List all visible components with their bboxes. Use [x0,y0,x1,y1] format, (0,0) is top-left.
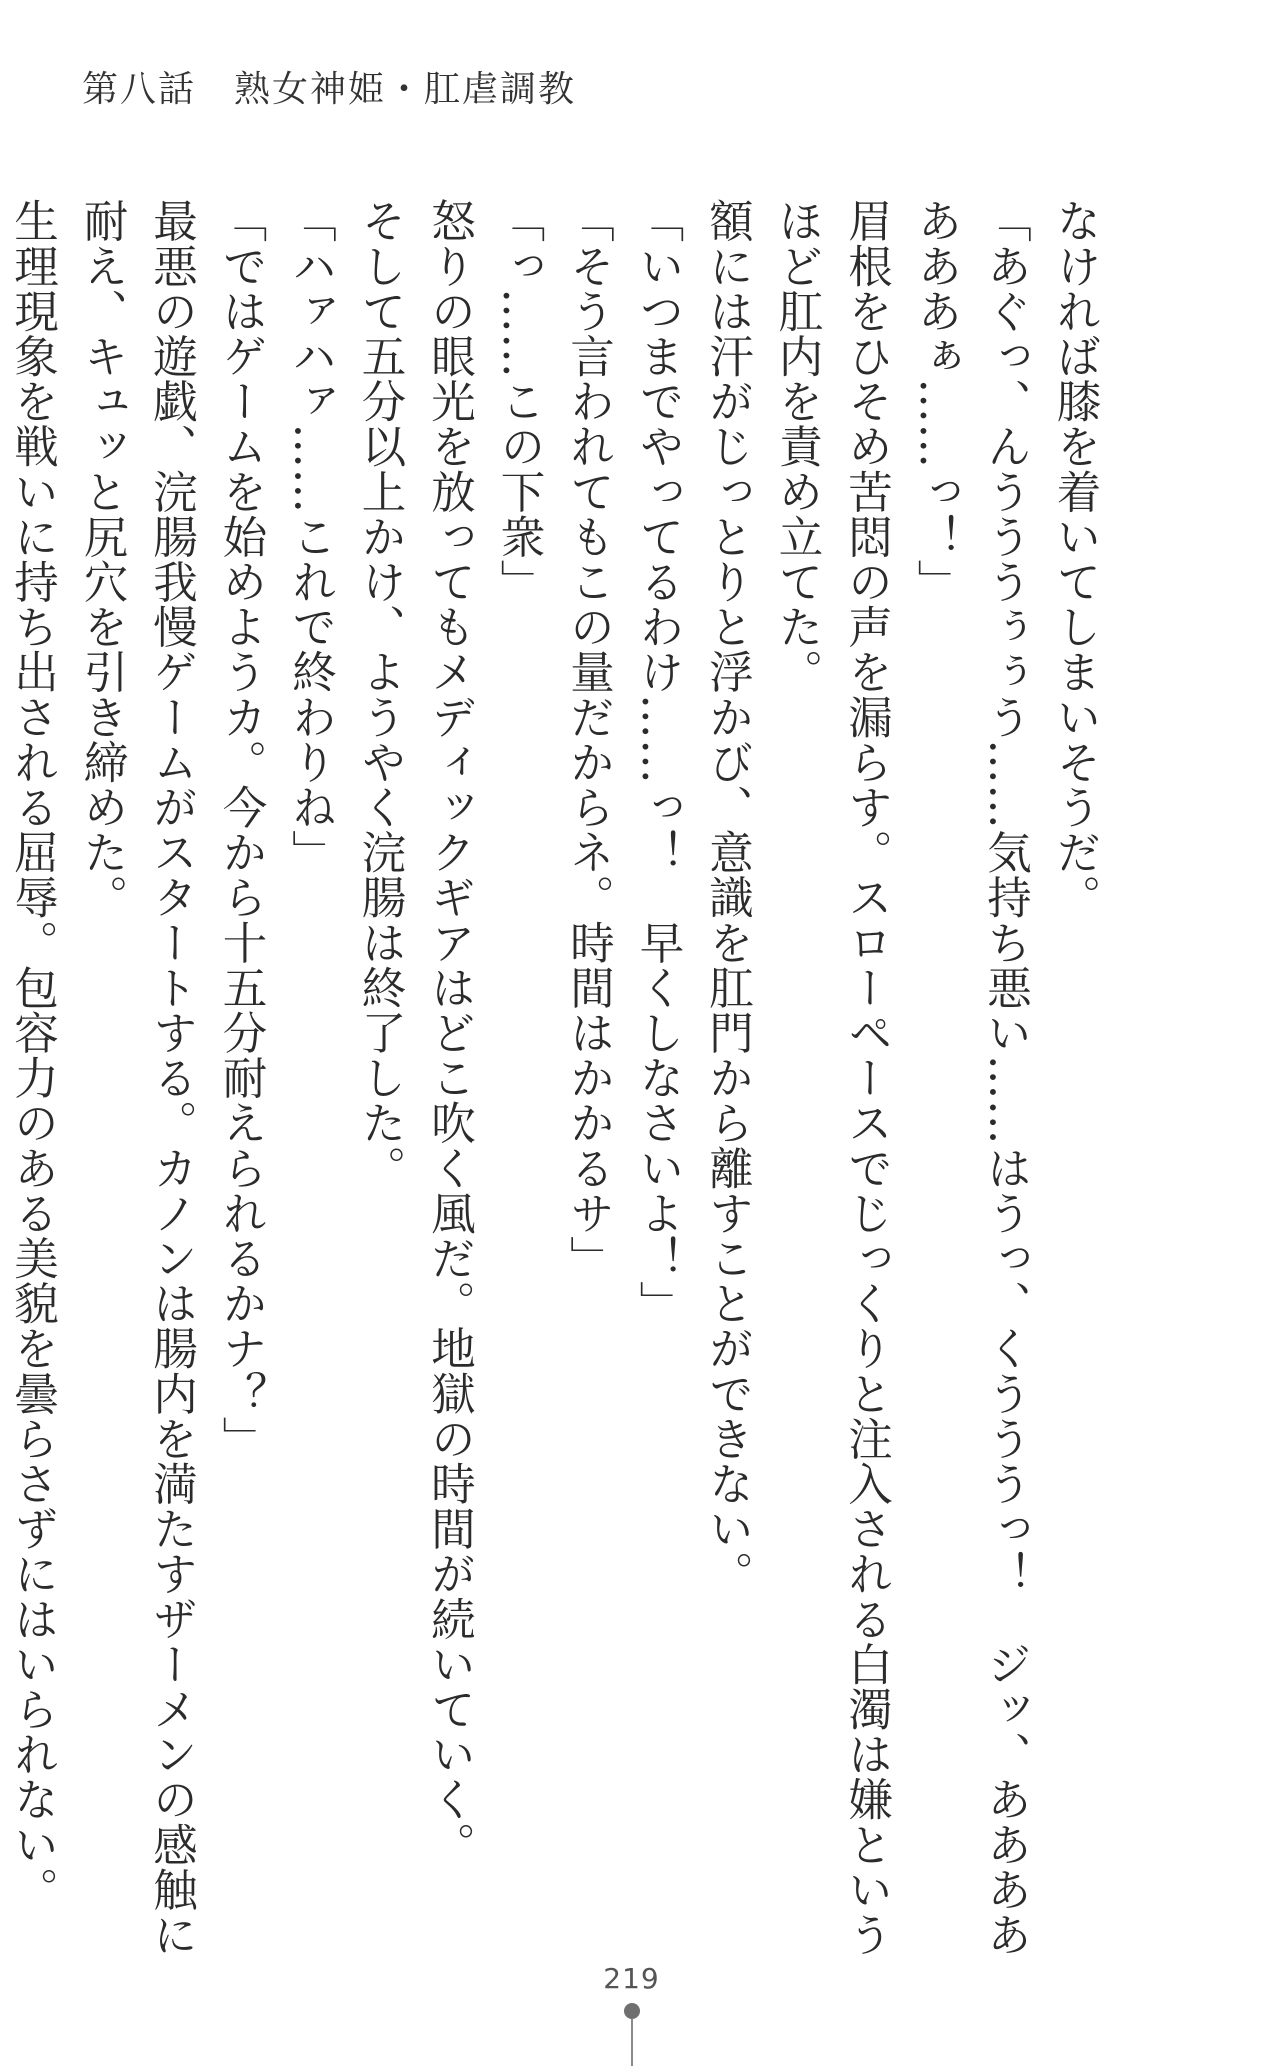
text-line: ほど肛内を責め立てた。 [771,198,822,695]
text-line: 怒りの眼光を放ってもメディックギアはどこ吹く風だ。地獄の時間が続いていく。 [423,198,475,1867]
body-text [6,198,1109,1957]
text-line: 最悪の遊戯、浣腸我慢ゲームがスタートする。カノンは腸内を満たすザーメンの感触に [145,198,197,1957]
text-line: なければ膝を着いてしまいそうだ。 [1049,198,1100,920]
text-line: 「っ……この下衆」 [493,198,544,604]
folio-dot [624,2003,640,2019]
text-line: 耐え、キュッと尻穴を引き締めた。 [76,198,127,920]
folio-rule [631,2019,633,2066]
text-line: 「そう言われてもこの量だからネ。時間はかかるサ」 [562,198,614,1281]
text-line: 「ハァハァ……これで終わりね」 [284,198,336,875]
text-line: 生理現象を戦いに持ち出される屈辱。包容力のある美貌を曇らさずにはいられない。 [6,198,58,1912]
text-line: 「ではゲームを始めようカ。今から十五分耐えられるかナ？」 [215,198,266,1461]
page-number: 219 [603,1962,660,1995]
running-head: 第八話 熟女神姫・肛虐調教 [82,69,577,110]
text-line: あああぁ……っ！」 [910,198,961,604]
text-line: 眉根をひそめ苦悶の声を漏らす。スローペースでじっくりと注入される白濁は嫌という [840,198,892,1957]
text-line: 「いつまでやってるわけ……っ！ 早くしなさいよ！」 [632,198,683,1326]
text-line: そして五分以上かけ、ようやく浣腸は終了した。 [354,198,405,1191]
text-line: 「あぐっ、んうううぅぅう……気持ち悪い……はうっ、くうううっ！ ジッ、ああああ [979,198,1031,1957]
text-line: 額には汗がじっとりと浮かび、意識を肛門から離すことができない。 [701,198,753,1597]
